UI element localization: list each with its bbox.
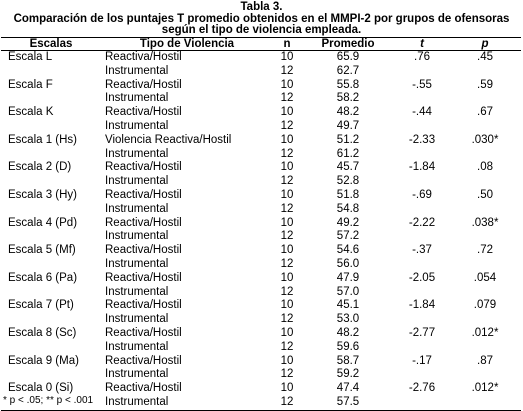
cell-t: -.44 bbox=[412, 106, 432, 119]
cell-escala bbox=[1, 368, 101, 382]
cell-promedio: 55.8 bbox=[336, 78, 360, 91]
cell-promedio: 47.4 bbox=[336, 382, 360, 395]
cell-t bbox=[395, 120, 449, 134]
cell-tipo-violencia: Reactiva/Hostil bbox=[105, 382, 182, 395]
cell-promedio: 58.2 bbox=[336, 92, 360, 105]
cell-tipo-violencia: Reactiva/Hostil bbox=[105, 78, 182, 91]
cell-p bbox=[449, 396, 521, 410]
cell-tipo-violencia: Instrumental bbox=[105, 119, 169, 132]
cell-n: 12 bbox=[280, 230, 294, 243]
cell-escala: Escala 9 (Ma) bbox=[8, 354, 79, 367]
cell-n: 12 bbox=[280, 175, 294, 188]
cell-t bbox=[395, 230, 449, 244]
table-row bbox=[1, 382, 521, 396]
cell-promedio: 61.2 bbox=[336, 147, 360, 160]
cell-t bbox=[395, 313, 449, 327]
table-row bbox=[1, 244, 521, 258]
cell-promedio: 57.0 bbox=[336, 285, 360, 298]
cell-t: -2.33 bbox=[408, 133, 436, 146]
cell-p bbox=[449, 65, 521, 79]
header-p: p bbox=[449, 38, 521, 51]
table-row bbox=[1, 203, 521, 217]
cell-t bbox=[395, 148, 449, 162]
cell-promedio: 47.9 bbox=[336, 271, 360, 284]
cell-promedio: 51.2 bbox=[336, 133, 360, 146]
cell-n: 12 bbox=[280, 147, 294, 160]
cell-promedio: 65.9 bbox=[336, 51, 360, 63]
cell-n: 10 bbox=[280, 216, 294, 229]
cell-p bbox=[449, 368, 521, 382]
cell-t bbox=[395, 286, 449, 300]
table-row bbox=[1, 92, 521, 106]
cell-t bbox=[395, 92, 449, 106]
table-row bbox=[1, 51, 521, 65]
cell-promedio: 54.6 bbox=[336, 244, 360, 257]
cell-p: .67 bbox=[477, 106, 493, 119]
table-row bbox=[1, 134, 521, 148]
cell-p bbox=[449, 120, 521, 134]
table-row bbox=[1, 341, 521, 355]
cell-n: 12 bbox=[280, 202, 294, 215]
cell-p: .08 bbox=[477, 161, 493, 174]
cell-escala bbox=[1, 65, 101, 79]
table-row bbox=[1, 79, 521, 93]
cell-p: .45 bbox=[477, 51, 493, 63]
cell-promedio: 57.5 bbox=[301, 396, 395, 410]
cell-n: 10 bbox=[280, 244, 294, 257]
cell-promedio: 62.7 bbox=[336, 64, 360, 77]
cell-p bbox=[449, 148, 521, 162]
cell-tipo-violencia: Instrumental bbox=[101, 396, 273, 410]
table-title-line-2: según el tipo de violencia empleada. bbox=[161, 24, 362, 36]
cell-tipo-violencia: Instrumental bbox=[105, 230, 169, 243]
cell-t: -1.84 bbox=[408, 299, 436, 312]
cell-tipo-violencia: Instrumental bbox=[105, 147, 169, 160]
cell-p bbox=[449, 92, 521, 106]
header-n: n bbox=[273, 38, 301, 51]
cell-p: .50 bbox=[477, 188, 493, 201]
cell-t bbox=[395, 203, 449, 217]
table-row bbox=[1, 217, 521, 231]
cell-t bbox=[395, 175, 449, 189]
cell-p: .87 bbox=[477, 354, 493, 367]
table-row bbox=[1, 258, 521, 272]
cell-promedio: 56.0 bbox=[336, 257, 360, 270]
cell-tipo-violencia: Instrumental bbox=[105, 92, 169, 105]
header-tipo-violencia: Tipo de Violencia bbox=[101, 38, 273, 51]
cell-promedio: 54.8 bbox=[336, 202, 360, 215]
cell-n: 10 bbox=[280, 188, 294, 201]
table-row bbox=[1, 65, 521, 79]
cell-tipo-violencia: Instrumental bbox=[105, 313, 169, 326]
cell-tipo-violencia: Reactiva/Hostil bbox=[105, 271, 182, 284]
table-row bbox=[1, 175, 521, 189]
cell-promedio: 48.2 bbox=[336, 326, 360, 339]
cell-p: .72 bbox=[477, 244, 493, 257]
cell-t: .76 bbox=[414, 51, 430, 63]
cell-escala: Escala K bbox=[8, 106, 54, 119]
cell-n: 10 bbox=[280, 326, 294, 339]
cell-tipo-violencia: Instrumental bbox=[105, 285, 169, 298]
cell-escala bbox=[1, 203, 101, 217]
cell-tipo-violencia: Reactiva/Hostil bbox=[105, 244, 182, 257]
cell-promedio: 58.7 bbox=[336, 354, 360, 367]
cell-p: .079 bbox=[473, 299, 497, 312]
cell-promedio: 59.2 bbox=[336, 368, 360, 381]
table-row bbox=[1, 189, 521, 203]
cell-n: 12 bbox=[280, 340, 294, 353]
cell-escala bbox=[1, 175, 101, 189]
cell-t bbox=[395, 341, 449, 355]
cell-n: 10 bbox=[280, 354, 294, 367]
cell-escala bbox=[1, 120, 101, 134]
cell-n: 10 bbox=[280, 106, 294, 119]
cell-n: 10 bbox=[280, 133, 294, 146]
cell-p: .012* bbox=[471, 382, 499, 395]
cell-promedio: 53.0 bbox=[336, 313, 360, 326]
cell-n: 12 bbox=[273, 396, 301, 410]
cell-t: -1.84 bbox=[408, 161, 436, 174]
cell-t: -.55 bbox=[412, 78, 432, 91]
cell-n: 10 bbox=[280, 299, 294, 312]
cell-p: .038* bbox=[471, 216, 499, 229]
cell-tipo-violencia: Reactiva/Hostil bbox=[105, 106, 182, 119]
cell-p: .054 bbox=[473, 271, 497, 284]
cell-escala: Escala F bbox=[8, 78, 53, 91]
table-caption bbox=[0, 0, 523, 37]
cell-promedio: 49.7 bbox=[336, 119, 360, 132]
table-row bbox=[1, 313, 521, 327]
cell-p bbox=[449, 313, 521, 327]
table-row bbox=[1, 327, 521, 341]
cell-n: 10 bbox=[280, 271, 294, 284]
cell-tipo-violencia: Reactiva/Hostil bbox=[105, 299, 182, 312]
cell-tipo-violencia: Instrumental bbox=[105, 202, 169, 215]
cell-promedio: 45.7 bbox=[336, 161, 360, 174]
cell-t bbox=[395, 258, 449, 272]
table-row bbox=[1, 120, 521, 134]
cell-n: 12 bbox=[280, 285, 294, 298]
cell-promedio: 51.8 bbox=[336, 188, 360, 201]
cell-escala bbox=[1, 258, 101, 272]
cell-n: 12 bbox=[280, 92, 294, 105]
cell-escala: Escala 3 (Hy) bbox=[8, 188, 78, 201]
cell-escala: Escala 8 (Sc) bbox=[8, 326, 77, 339]
cell-promedio: 49.2 bbox=[336, 216, 360, 229]
table-number: Tabla 3. bbox=[240, 1, 283, 13]
cell-p: .030* bbox=[471, 133, 499, 146]
cell-n: 12 bbox=[280, 64, 294, 77]
cell-t: -.17 bbox=[412, 354, 432, 367]
cell-promedio: 52.8 bbox=[336, 175, 360, 188]
table-row bbox=[1, 355, 521, 369]
cell-n: 12 bbox=[280, 257, 294, 270]
cell-escala: Escala 5 (Mf) bbox=[8, 244, 76, 257]
table-row bbox=[1, 230, 521, 244]
cell-escala: Escala L bbox=[8, 51, 53, 63]
cell-n: 10 bbox=[280, 382, 294, 395]
cell-tipo-violencia: Instrumental bbox=[105, 257, 169, 270]
cell-n: 10 bbox=[280, 51, 294, 63]
results-table bbox=[1, 37, 521, 411]
cell-p: .59 bbox=[477, 78, 493, 91]
table-row bbox=[1, 368, 521, 382]
cell-n: 10 bbox=[280, 161, 294, 174]
cell-p bbox=[449, 175, 521, 189]
cell-p: .012* bbox=[471, 326, 499, 339]
cell-t: -2.22 bbox=[408, 216, 436, 229]
table-row bbox=[1, 148, 521, 162]
cell-promedio: 57.2 bbox=[336, 230, 360, 243]
cell-p bbox=[449, 258, 521, 272]
cell-p bbox=[449, 341, 521, 355]
cell-escala bbox=[1, 230, 101, 244]
cell-escala: Escala 2 (D) bbox=[8, 161, 72, 174]
cell-escala bbox=[1, 148, 101, 162]
cell-promedio: 45.1 bbox=[336, 299, 360, 312]
cell-tipo-violencia: Reactiva/Hostil bbox=[105, 326, 182, 339]
cell-escala bbox=[1, 92, 101, 106]
cell-escala bbox=[1, 286, 101, 300]
table-header-row bbox=[1, 38, 521, 51]
cell-tipo-violencia: Instrumental bbox=[105, 368, 169, 381]
cell-tipo-violencia: Reactiva/Hostil bbox=[105, 51, 182, 63]
cell-tipo-violencia: Instrumental bbox=[105, 64, 169, 77]
cell-t bbox=[395, 368, 449, 382]
cell-escala: Escala 6 (Pa) bbox=[8, 271, 78, 284]
cell-p bbox=[449, 286, 521, 300]
cell-escala: Escala 4 (Pd) bbox=[8, 216, 78, 229]
cell-escala bbox=[1, 313, 101, 327]
cell-t: -.37 bbox=[412, 244, 432, 257]
table-row bbox=[1, 161, 521, 175]
cell-escala bbox=[1, 341, 101, 355]
cell-escala: Escala 7 (Pt) bbox=[8, 299, 74, 312]
cell-n: 10 bbox=[280, 78, 294, 91]
cell-escala: Escala 1 (Hs) bbox=[8, 133, 78, 146]
cell-tipo-violencia: Reactiva/Hostil bbox=[105, 216, 182, 229]
table-row bbox=[1, 272, 521, 286]
cell-promedio: 59.6 bbox=[336, 340, 360, 353]
cell-t bbox=[395, 65, 449, 79]
cell-tipo-violencia: Instrumental bbox=[105, 175, 169, 188]
cell-tipo-violencia: Reactiva/Hostil bbox=[105, 188, 182, 201]
cell-n: 12 bbox=[280, 368, 294, 381]
header-promedio: Promedio bbox=[301, 38, 395, 51]
cell-promedio: 48.2 bbox=[336, 106, 360, 119]
table-title-line-1: Comparación de los puntajes T promedio obtenidos en el MMPI-2 por grupos de ofensoras bbox=[13, 12, 510, 25]
cell-tipo-violencia: Reactiva/Hostil bbox=[105, 354, 182, 367]
table-body bbox=[1, 51, 521, 411]
cell-p bbox=[449, 230, 521, 244]
cell-t bbox=[395, 396, 449, 410]
cell-t: -2.76 bbox=[408, 382, 436, 395]
table-row bbox=[1, 299, 521, 313]
cell-t: -2.77 bbox=[408, 326, 436, 339]
header-escalas: Escalas bbox=[1, 38, 101, 51]
header-t: t bbox=[395, 38, 449, 51]
table-row bbox=[1, 286, 521, 300]
cell-escala: Escala 0 (Si) bbox=[8, 382, 74, 395]
cell-tipo-violencia: Reactiva/Hostil bbox=[105, 161, 182, 174]
cell-n: 12 bbox=[280, 313, 294, 326]
cell-t: -.69 bbox=[412, 188, 432, 201]
cell-p bbox=[449, 203, 521, 217]
cell-t: -2.05 bbox=[408, 271, 436, 284]
cell-tipo-violencia: Violencia Reactiva/Hostil bbox=[105, 133, 232, 146]
cell-n: 12 bbox=[280, 119, 294, 132]
table-footnote: * p < .05; ** p < .001 bbox=[3, 395, 94, 406]
cell-tipo-violencia: Instrumental bbox=[105, 340, 169, 353]
table-row bbox=[1, 106, 521, 120]
